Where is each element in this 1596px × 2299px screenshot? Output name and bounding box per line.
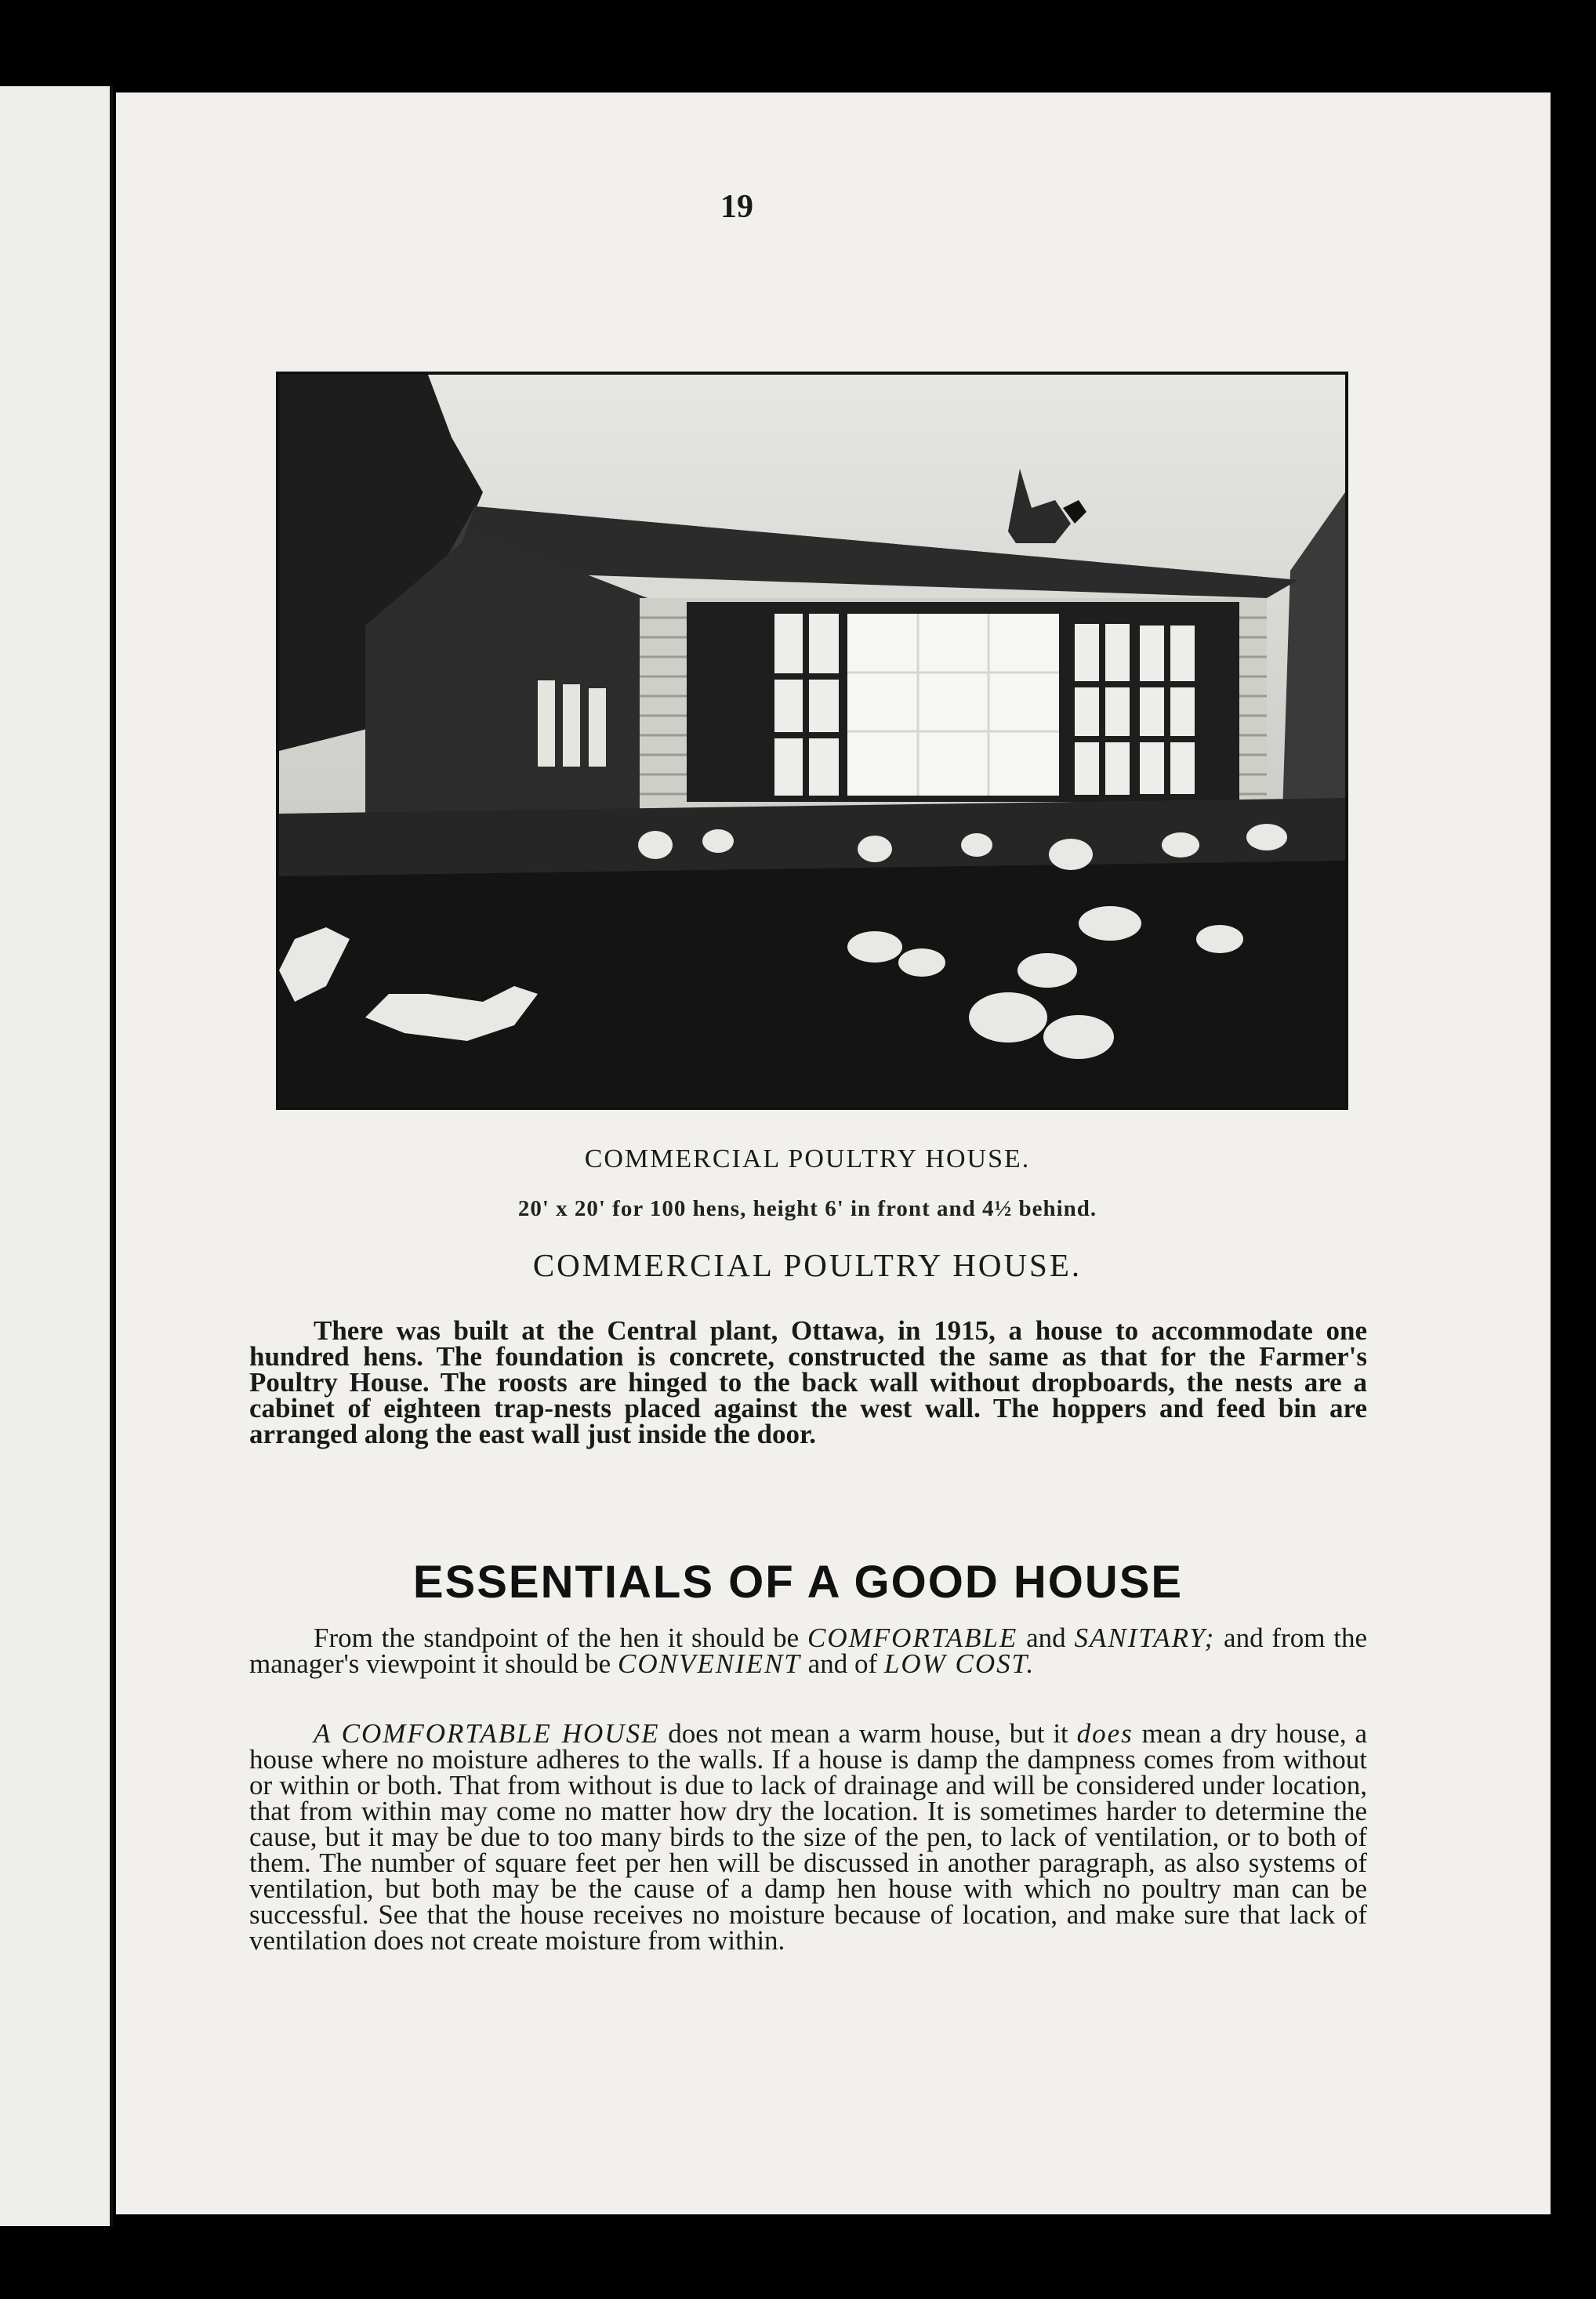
paragraph-standpoint bbox=[249, 1625, 1367, 1677]
poultry-house-photo bbox=[276, 372, 1348, 1110]
paragraph-commercial-house bbox=[249, 1315, 1367, 1449]
emphasis-does: does bbox=[1076, 1718, 1134, 1749]
paragraph-2-text-3: and from the manager's viewpoint it should be bbox=[249, 1623, 1367, 1679]
paragraph-1-text: There was built at the Central plant, Ottawa, in 1915, a house to accommodate one hundred hens. The foundation is concrete, constructed the same as that for the Farmer's Poultry House. The roosts are hinged to the back wall without dropboards, the nests are a cabinet of eighteen trap-nests placed against the west wall. The hoppers and feed bin are arranged along the east wall just inside the door. bbox=[249, 1315, 1367, 1449]
emphasis-sanitary: SANITARY; bbox=[1074, 1623, 1216, 1653]
section-title: COMMERCIAL POULTRY HOUSE. bbox=[532, 1247, 1083, 1283]
paragraph-3-text-2: mean a dry house, a house where no moisture adheres to the walls. If a house is damp the dampness comes from without or within or both. That from without is due to lack of drainage and will be considered under location, that from within may come no matter how dry the location. It is sometimes harder to determine the cause, but it may be due to too many birds to the size of the pen, to lack of ventilation, or to both of them. The number of square feet per hen will be discussed in another paragraph, as also systems of ventilation, but both may be the cause of a damp hen house with which no poultry man can be successful. See that the house receives no moisture because of location, and make sure that lack of ventilation does not create moisture from within. bbox=[249, 1718, 1367, 1956]
paragraph-2-text-4: and of bbox=[800, 1648, 884, 1679]
paragraph-2-text-1: From the standpoint of the hen it should be bbox=[314, 1623, 808, 1653]
emphasis-comfortable: COMFORTABLE bbox=[807, 1623, 1018, 1653]
emphasis-convenient: CONVENIENT bbox=[617, 1648, 801, 1679]
emphasis-comfortable-house: A COMFORTABLE HOUSE bbox=[314, 1718, 660, 1749]
poultry-house-illustration bbox=[279, 375, 1345, 1107]
essentials-heading: ESSENTIALS OF A GOOD HOUSE bbox=[412, 1557, 1184, 1608]
page-number: 19 bbox=[720, 189, 753, 225]
figure-caption-title: COMMERCIAL POULTRY HOUSE. bbox=[584, 1144, 1031, 1173]
emphasis-low-cost: LOW COST. bbox=[883, 1648, 1036, 1679]
paragraph-2-text-2: and bbox=[1017, 1623, 1075, 1653]
figure-caption-detail: 20' x 20' for 100 hens, height 6' in front and 4½ behind. bbox=[517, 1196, 1097, 1221]
paragraph-3-text-1: does not mean a warm house, but it bbox=[659, 1718, 1077, 1749]
paragraph-comfortable-house bbox=[249, 1718, 1367, 1956]
